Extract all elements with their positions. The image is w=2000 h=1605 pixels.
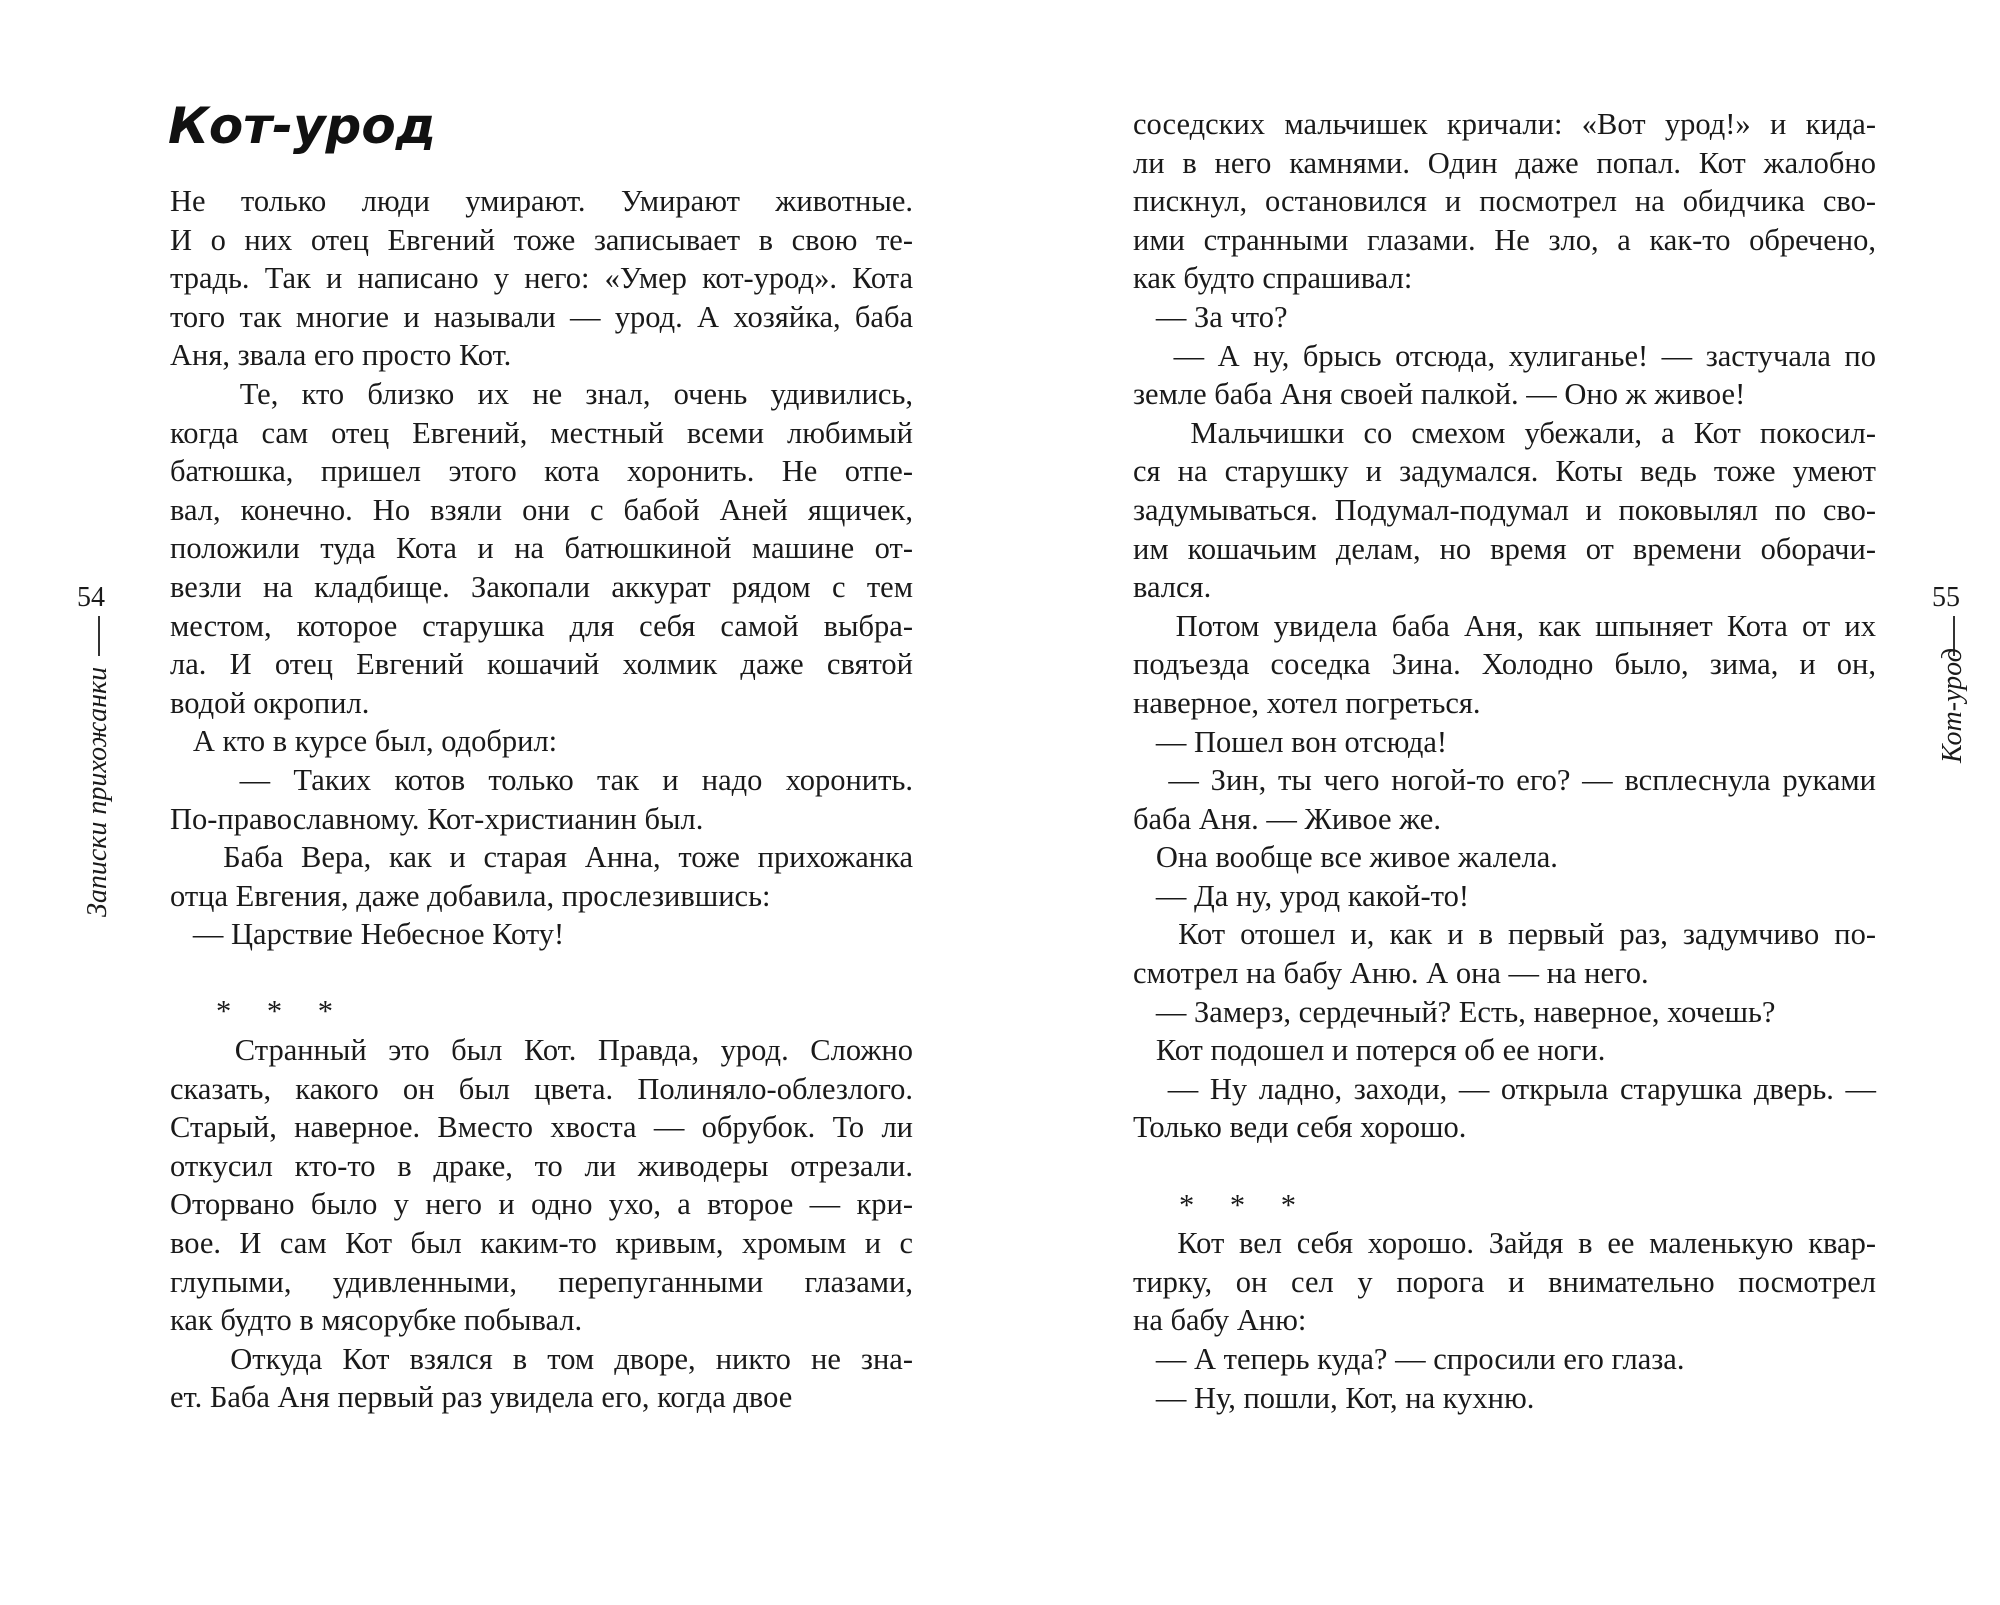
text-line: на бабу Аню: (1133, 1303, 1307, 1338)
text-line: им кошачьим делам, но время от времени оборачи- (1133, 531, 1876, 566)
text-line: ими странными глазами. Не зло, а как-то обречено, (1133, 222, 1876, 257)
text-line: А кто в курсе был, одобрил: (170, 724, 558, 759)
text-line: — Ну ладно, заходи, — открыла старушка дверь. — (1133, 1071, 1876, 1106)
text-line: вался. (1133, 570, 1212, 605)
text-line: Не только люди умирают. Умирают животные. (170, 184, 913, 218)
text-line: ся на старушку и задумался. Коты ведь тоже умеют (1133, 454, 1876, 489)
section-spacer (1133, 1147, 1876, 1186)
text-line: — Таких котов только так и надо хоронить. (170, 762, 913, 797)
text-line: — Да ну, урод какой-то! (1133, 878, 1469, 913)
text-line: — Замерз, сердечный? Есть, наверное, хочешь? (1133, 994, 1776, 1029)
text-line: Мальчишки со смехом убежали, а Кот покосил- (1133, 415, 1876, 450)
text-line: откусил кто-то в драке, то ли живодеры отрезали. (170, 1148, 913, 1183)
text-line: положили туда Кота и на батюшкиной машине от- (170, 531, 913, 566)
text-line: Только веди себя хорошо. (1133, 1110, 1467, 1145)
chapter-title: Кот-урод (168, 97, 437, 155)
text-line: Странный это был Кот. Правда, урод. Сложно (170, 1033, 913, 1068)
page-number-left: 54 (77, 582, 105, 613)
text-line: глупыми, удивленными, перепуганными глазами, (170, 1264, 913, 1299)
text-line: — За что? (1133, 299, 1288, 334)
text-line: баба Аня. — Живое же. (1133, 801, 1441, 836)
text-line: традь. Так и написано у него: «Умер кот-урод». Кота (170, 261, 913, 296)
text-line: ла. И отец Евгений кошачий холмик даже святой (170, 647, 913, 682)
text-line: местом, которое старушка для себя самой выбра- (170, 608, 913, 643)
text-line: пискнул, остановился и посмотрел на обидчика сво- (1133, 184, 1876, 219)
text-line: Кот вел себя хорошо. Зайдя в ее маленькую квар- (1133, 1226, 1876, 1261)
section-spacer (170, 954, 913, 993)
text-line: Оторвано было у него и одно ухо, а второе — кри- (170, 1187, 913, 1222)
text-line: водой окропил. (170, 685, 370, 720)
text-line: Аня, звала его просто Кот. (170, 338, 512, 373)
text-line: И о них отец Евгений тоже записывает в свою те- (170, 222, 913, 257)
text-line: ет. Баба Аня первый раз увидела его, когда двое (170, 1380, 793, 1415)
running-head-left: Записки прихожанки (82, 666, 113, 917)
right-page-text (1133, 105, 1876, 1417)
text-line: Баба Вера, как и старая Анна, тоже прихожанка (170, 840, 913, 875)
text-line: подъезда соседка Зина. Холодно было, зима, и он, (1133, 647, 1876, 682)
text-line: — А теперь куда? — спросили его глаза. (1133, 1342, 1685, 1376)
text-line: смотрел на бабу Аню. А она — на него. (1133, 956, 1649, 991)
running-head-divider-left (98, 616, 100, 656)
text-line: соседских мальчишек кричали: «Вот урод!» и кида- (1133, 107, 1876, 141)
text-line: Откуда Кот взялся в том дворе, никто не зна- (170, 1341, 913, 1376)
text-line: ли в него камнями. Один даже попал. Кот жалобно (1133, 145, 1876, 180)
text-line: вое. И сам Кот был каким-то кривым, хромым и с (170, 1226, 913, 1261)
text-line: — Царствие Небесное Коту! (170, 917, 565, 952)
text-line: наверное, хотел погреться. (1133, 685, 1481, 720)
text-line: земле баба Аня своей палкой. — Оно ж живое! (1133, 377, 1746, 412)
running-head-right: Кот-урод (1937, 648, 1968, 763)
text-line: Кот отошел и, как и в первый раз, задумчиво по- (1133, 917, 1876, 952)
text-line: сказать, какого он был цвета. Полиняло-облезлого. (170, 1071, 913, 1106)
text-line: — А ну, брысь отсюда, хулиганье! — застучала по (1133, 338, 1876, 373)
text-line: отца Евгения, даже добавила, прослезившись: (170, 878, 771, 913)
text-line: Потом увидела баба Аня, как шпыняет Кота от их (1133, 608, 1876, 643)
page-number-right: 55 (1932, 582, 1960, 613)
text-line: — Ну, пошли, Кот, на кухню. (1133, 1380, 1535, 1415)
text-line: Старый, наверное. Вместо хвоста — обрубок. То ли (170, 1110, 913, 1145)
text-line: вал, конечно. Но взяли они с бабой Аней ящичек, (170, 492, 913, 527)
section-break: * * * (1179, 1187, 1310, 1222)
text-line: как будто спрашивал: (1133, 261, 1413, 296)
text-line: когда сам отец Евгений, местный всеми любимый (170, 415, 913, 450)
text-line: задумываться. Подумал-подумал и поковылял по сво- (1133, 492, 1876, 527)
text-line: Она вообще все живое жалела. (1133, 840, 1558, 875)
left-page-text (170, 182, 913, 1417)
text-line: батюшка, пришел этого кота хоронить. Не отпе- (170, 454, 913, 489)
text-line: — Пошел вон отсюда! (1133, 724, 1448, 759)
text-line: Те, кто близко их не знал, очень удивились, (170, 376, 913, 411)
text-line: По-православному. Кот-христианин был. (170, 801, 704, 836)
text-line: везли на кладбище. Закопали аккурат рядом с тем (170, 569, 913, 604)
text-line: Кот подошел и потерся об ее ноги. (1133, 1033, 1606, 1068)
text-line: как будто в мясорубке побывал. (170, 1303, 583, 1338)
text-line: того так многие и называли — урод. А хозяйка, баба (170, 299, 913, 334)
text-line: тирку, он сел у порога и внимательно посмотрел (1133, 1264, 1876, 1299)
text-line: — Зин, ты чего ногой-то его? — всплеснула руками (1133, 763, 1876, 798)
section-break: * * * (216, 994, 347, 1029)
